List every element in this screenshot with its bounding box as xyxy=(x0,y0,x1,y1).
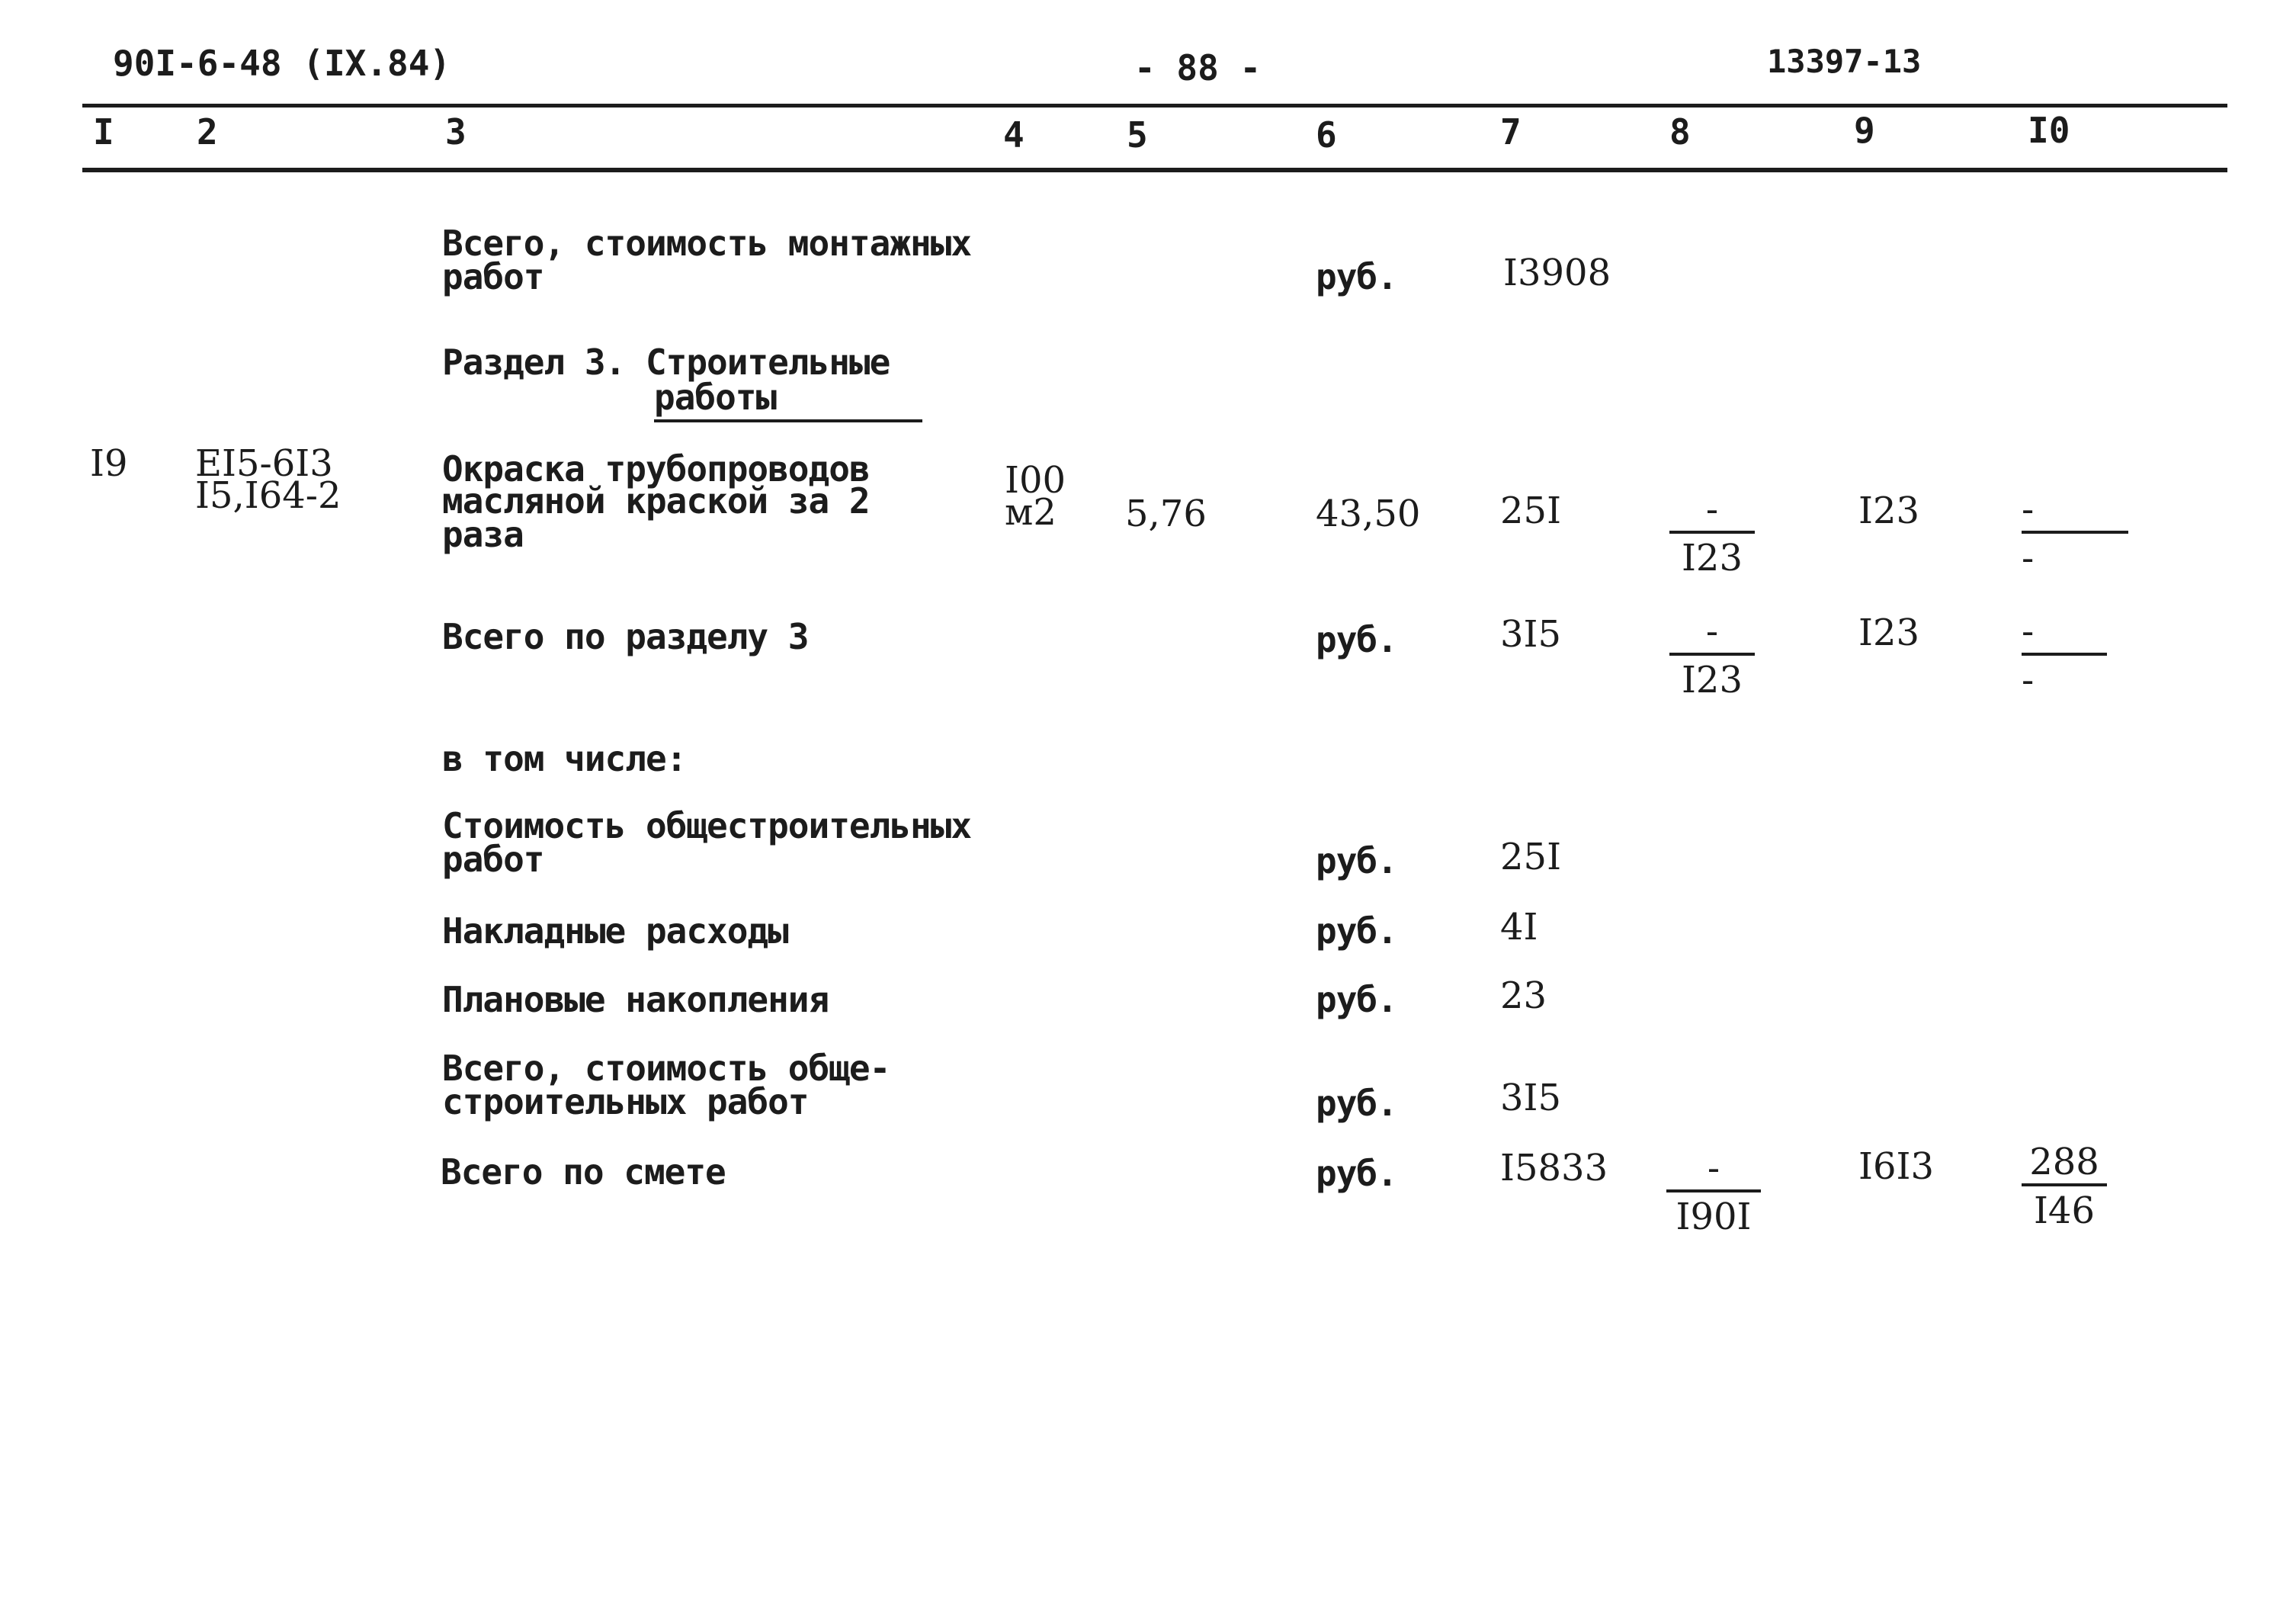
estimate-total-unit: руб. xyxy=(1316,1153,1397,1194)
mont-total-label-line2: работ xyxy=(442,256,544,297)
fraction-bar xyxy=(2022,653,2107,656)
section3-col10-fraction xyxy=(2022,610,2107,701)
estimate-total-value: I5833 xyxy=(1500,1147,1608,1189)
estimate-total-label: Всего по смете xyxy=(441,1151,726,1192)
general-total-value: 3I5 xyxy=(1500,1077,1562,1119)
section3-total-label: Всего по разделу 3 xyxy=(442,616,809,657)
overhead-unit: руб. xyxy=(1316,910,1397,952)
estimate-col9-value: I6I3 xyxy=(1858,1145,1934,1188)
estimate-col10-fraction xyxy=(2022,1141,2107,1232)
item-measure-line2: м2 xyxy=(1005,491,1057,534)
section3-col9-value: I23 xyxy=(1858,611,1920,654)
header-top-rule xyxy=(82,104,2227,108)
item-quantity: 5,76 xyxy=(1125,493,1207,535)
column-number-7: 7 xyxy=(1500,111,1522,152)
fraction-numerator: 288 xyxy=(2029,1141,2099,1183)
including-label: в том числе: xyxy=(442,738,687,779)
general-cost-label-line2: работ xyxy=(442,839,544,880)
column-number-1: I xyxy=(93,111,114,152)
mont-total-label-line1: Всего, стоимость монтажных xyxy=(442,223,972,264)
section3-total-unit: руб. xyxy=(1316,619,1397,660)
general-cost-value: 25I xyxy=(1500,836,1562,878)
mont-total-unit: руб. xyxy=(1316,256,1397,297)
document-code: 90I-6-48 (IX.84) xyxy=(113,43,451,84)
column-number-3: 3 xyxy=(445,111,467,152)
estimate-col8-fraction xyxy=(1666,1147,1761,1238)
general-total-label-line1: Всего, стоимость обще- xyxy=(442,1048,890,1089)
general-total-label-line2: строительных работ xyxy=(442,1081,809,1122)
item-col9-value: I23 xyxy=(1858,490,1920,532)
planned-unit: руб. xyxy=(1316,979,1397,1020)
general-cost-unit: руб. xyxy=(1316,840,1397,881)
general-cost-label-line1: Стоимость общестроительных xyxy=(442,805,972,846)
fraction-numerator: - xyxy=(1705,610,1719,653)
planned-label: Плановые накопления xyxy=(442,979,829,1020)
column-number-10: I0 xyxy=(2028,110,2070,151)
item-measure-line1: I00 xyxy=(1005,459,1066,502)
mont-total-value: I3908 xyxy=(1503,252,1611,294)
item-col8-fraction xyxy=(1669,488,1755,579)
header-bottom-rule xyxy=(82,168,2227,172)
fraction-numerator: - xyxy=(1707,1147,1720,1189)
fraction-denominator: - xyxy=(2022,537,2035,579)
item-code-line2: I5,I64-2 xyxy=(195,474,342,517)
column-number-2: 2 xyxy=(197,111,218,152)
column-number-4: 4 xyxy=(1003,114,1025,156)
fraction-bar xyxy=(2022,531,2128,534)
fraction-numerator: - xyxy=(1705,488,1719,531)
fraction-denominator: I46 xyxy=(2033,1189,2096,1232)
section3-total-value: 3I5 xyxy=(1500,613,1562,656)
column-number-9: 9 xyxy=(1854,110,1875,151)
column-number-8: 8 xyxy=(1669,111,1691,152)
item-col10-fraction xyxy=(2022,488,2128,579)
item-total: 25I xyxy=(1500,490,1562,532)
fraction-denominator: I90I xyxy=(1676,1196,1752,1238)
fraction-numerator: - xyxy=(2022,610,2035,653)
section3-title-line2: работы xyxy=(654,380,922,422)
section3-title-line1: Раздел 3. Строительные xyxy=(442,342,890,383)
general-total-unit: руб. xyxy=(1316,1083,1397,1124)
item-unit-price: 43,50 xyxy=(1316,493,1421,535)
fraction-denominator: I23 xyxy=(1681,537,1743,579)
fraction-bar xyxy=(1666,1189,1761,1192)
fraction-numerator: - xyxy=(2022,488,2035,531)
fraction-bar xyxy=(2022,1183,2107,1186)
column-number-6: 6 xyxy=(1316,114,1337,156)
item-number: I9 xyxy=(90,442,128,485)
item-description-line3: раза xyxy=(442,514,524,555)
overhead-label: Накладные расходы xyxy=(442,910,788,952)
fraction-denominator: I23 xyxy=(1681,659,1743,701)
planned-value: 23 xyxy=(1500,974,1547,1017)
item-description-line2: масляной краской за 2 xyxy=(442,480,870,522)
fraction-denominator: - xyxy=(2022,659,2035,701)
item-description-line1: Окраска трубопроводов xyxy=(442,448,870,490)
section3-col8-fraction xyxy=(1669,610,1755,701)
item-code-line1: EI5-6I3 xyxy=(195,442,333,485)
fraction-bar xyxy=(1669,653,1755,656)
sheet-number: 13397-13 xyxy=(1767,43,1922,80)
overhead-value: 4I xyxy=(1500,906,1538,949)
column-number-5: 5 xyxy=(1127,114,1148,156)
page-number: - 88 - xyxy=(1134,47,1262,88)
fraction-bar xyxy=(1669,531,1755,534)
